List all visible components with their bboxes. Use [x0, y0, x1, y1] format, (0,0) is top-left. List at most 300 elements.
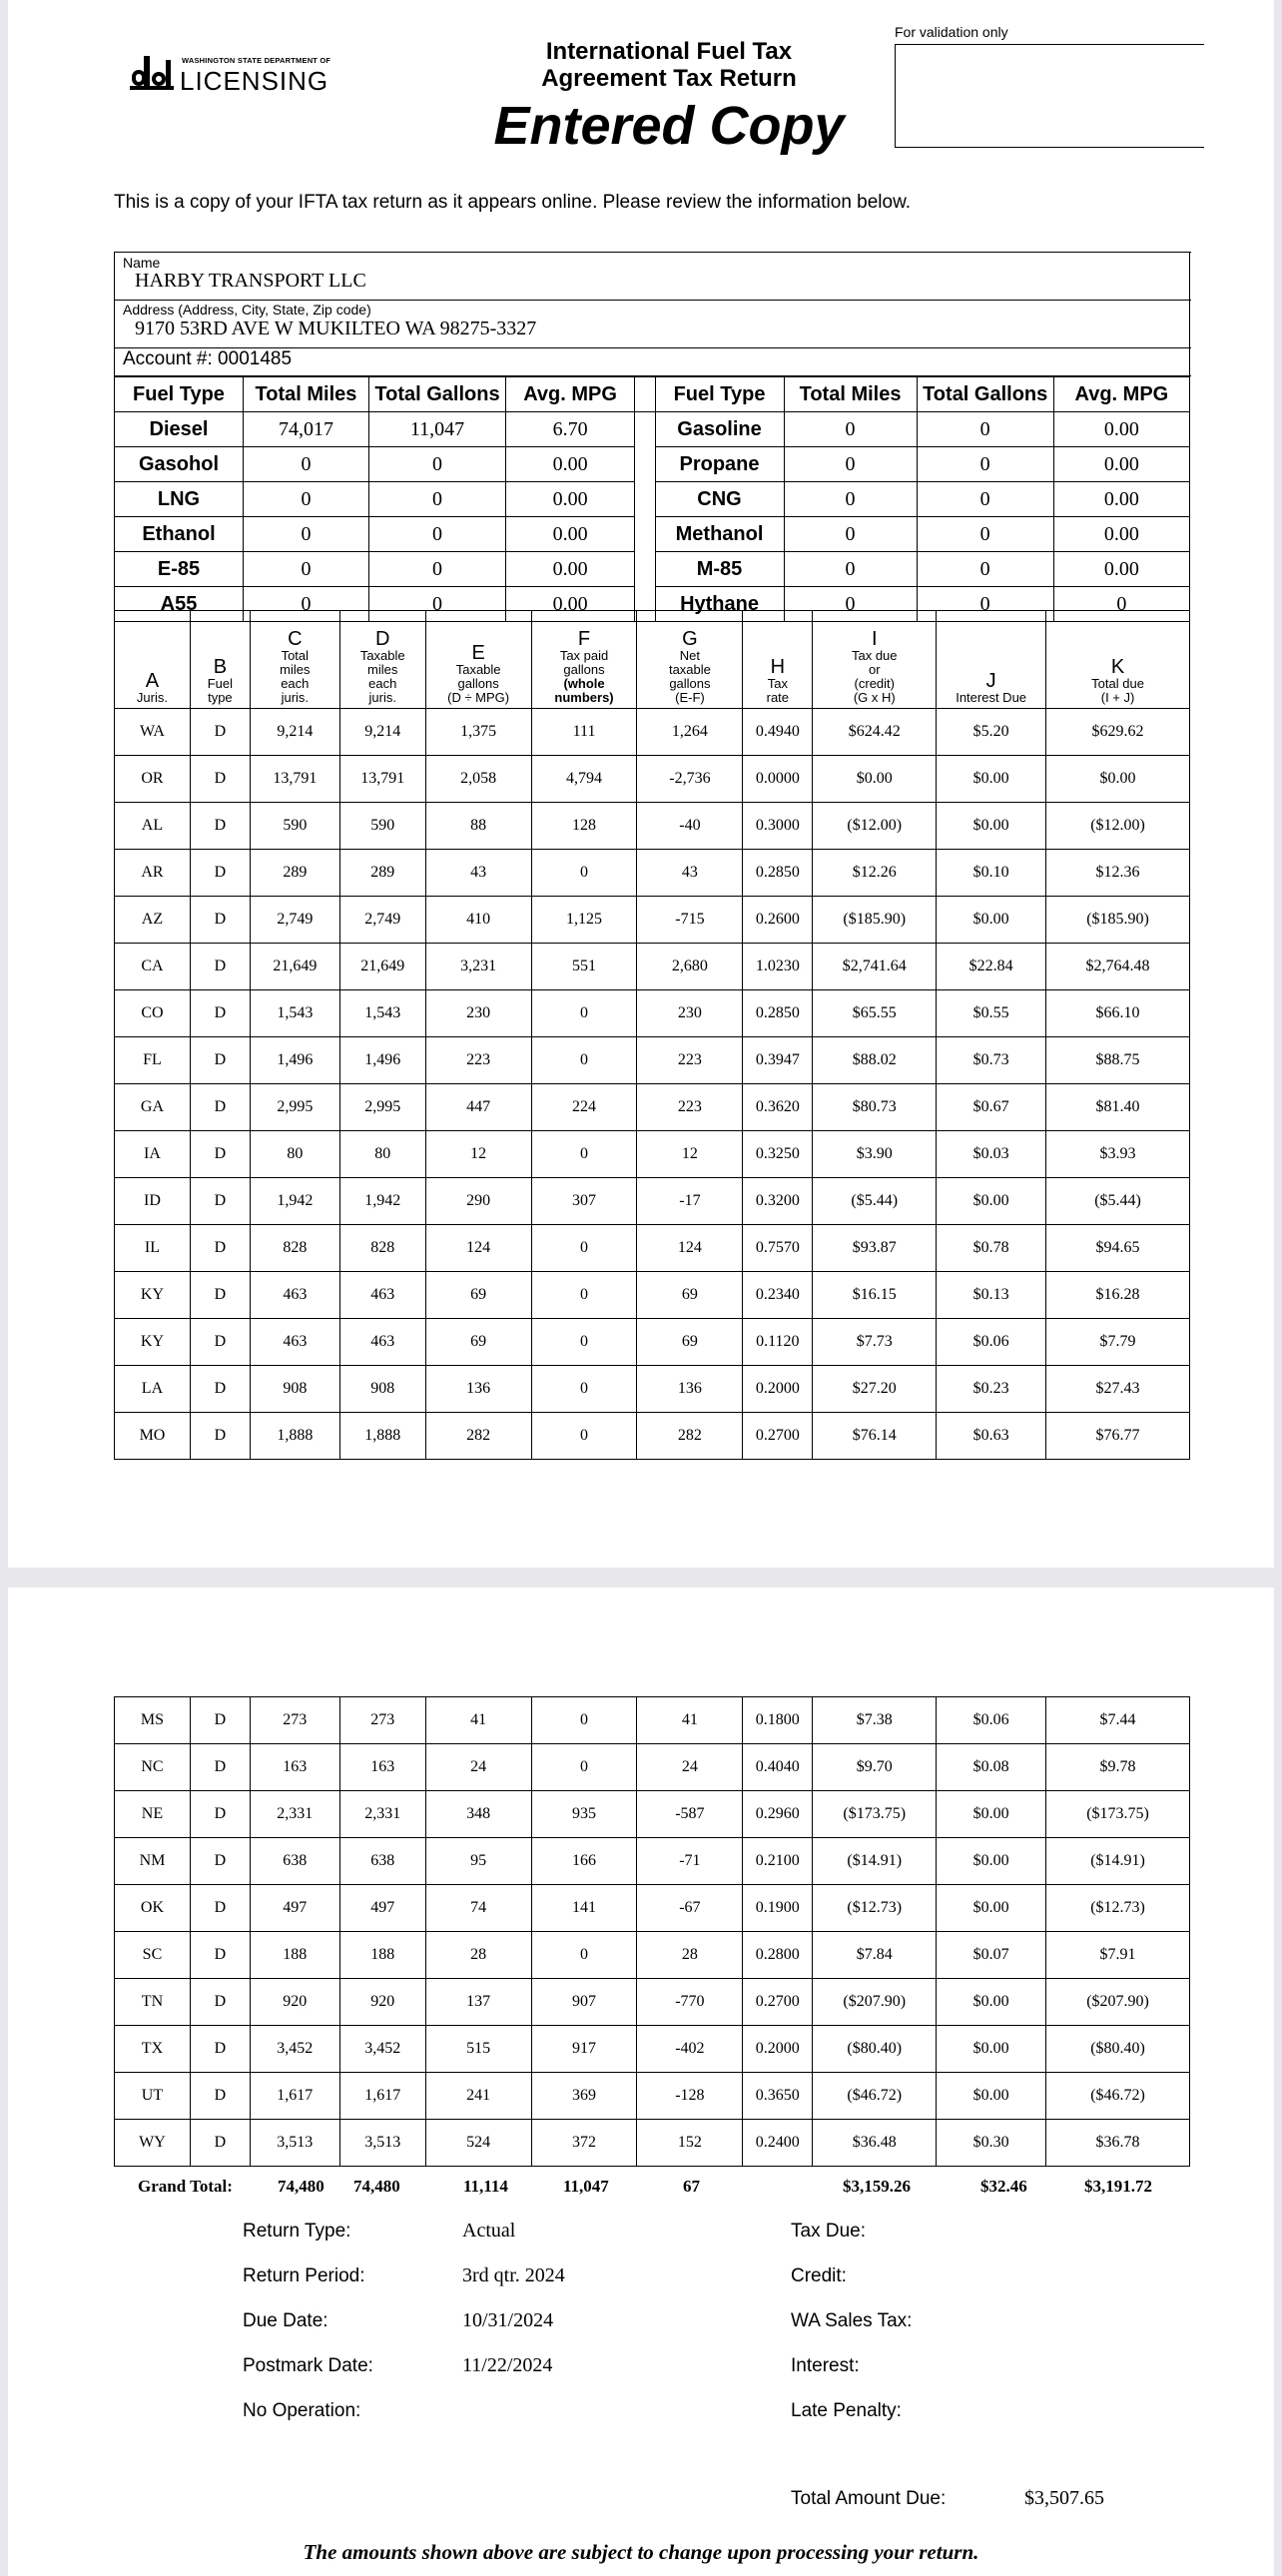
- return-info-label: Return Period:: [243, 2265, 365, 2286]
- col-header-tax-paid-gallons: [531, 611, 637, 709]
- col-header-taxable-miles: [339, 611, 425, 709]
- cell-tax-due: ($173.75): [813, 1791, 937, 1838]
- cell-total-due: ($80.40): [1046, 2026, 1190, 2073]
- cell-juris: TN: [115, 1979, 191, 2026]
- fuel-total-gallons: 0: [368, 447, 505, 482]
- cell-juris: MS: [115, 1697, 191, 1744]
- table-row: [115, 1697, 1190, 1744]
- col-header-text: or: [868, 662, 881, 677]
- cell-taxable-miles: 163: [339, 1744, 425, 1791]
- cell-total-due: $7.91: [1046, 1932, 1190, 1979]
- col-header-text: (G x H): [853, 690, 896, 705]
- cell-tax-rate: 0.2600: [743, 897, 813, 944]
- cell-fuel-type: D: [190, 1838, 250, 1885]
- fuel-total-gallons: 0: [917, 482, 1053, 517]
- col-letter: J: [985, 670, 996, 692]
- cell-juris: UT: [115, 2073, 191, 2120]
- cell-tax-rate: 0.3947: [743, 1037, 813, 1084]
- return-info-value: 3rd qtr. 2024: [462, 2264, 565, 2286]
- cell-taxable-miles: 463: [339, 1272, 425, 1319]
- grand-total-taxable-gallons: 11,114: [463, 2177, 508, 2196]
- fuel-summary-row: [115, 412, 1190, 447]
- cell-taxable-miles: 463: [339, 1319, 425, 1366]
- header-avg-mpg-right: Avg. MPG: [1053, 377, 1189, 412]
- cell-tax-rate: 0.2850: [743, 990, 813, 1037]
- cell-tax-rate: 0.2340: [743, 1272, 813, 1319]
- cell-tax-paid-gallons: 0: [531, 1319, 637, 1366]
- fuel-total-gallons: 11,047: [368, 412, 505, 447]
- cell-tax-rate: 1.0230: [743, 944, 813, 990]
- return-info-label: Return Type:: [243, 2221, 351, 2242]
- agency-small-text: WASHINGTON STATE DEPARTMENT OF: [182, 56, 331, 65]
- cell-net-taxable-gallons: 223: [637, 1084, 743, 1131]
- cell-taxable-miles: 13,791: [339, 756, 425, 803]
- col-header-text: juris.: [281, 690, 310, 705]
- cell-taxable-gallons: 282: [425, 1413, 531, 1460]
- cell-total-miles: 9,214: [250, 709, 339, 756]
- jurisdiction-table-page-1: [114, 610, 1190, 1460]
- fuel-total-miles: 74,017: [243, 412, 368, 447]
- cell-juris: ID: [115, 1178, 191, 1225]
- fuel-avg-mpg: 0.00: [506, 587, 635, 622]
- cell-tax-paid-gallons: 0: [531, 1037, 637, 1084]
- cell-interest-due: $0.00: [937, 897, 1046, 944]
- fuel-avg-mpg: 0.00: [506, 447, 635, 482]
- cell-total-due: ($207.90): [1046, 1979, 1190, 2026]
- fuel-type-name: Ethanol: [115, 517, 244, 552]
- grand-total-taxable-miles: 74,480: [353, 2177, 400, 2196]
- cell-total-due: ($173.75): [1046, 1791, 1190, 1838]
- fuel-total-miles: 0: [784, 412, 917, 447]
- cell-fuel-type: D: [190, 1319, 250, 1366]
- table-row: [115, 1319, 1190, 1366]
- grand-total-interest: $32.46: [980, 2177, 1027, 2196]
- cell-tax-due: $12.26: [813, 850, 937, 897]
- fuel-total-miles: 0: [784, 447, 917, 482]
- cell-fuel-type: D: [190, 1225, 250, 1272]
- fuel-avg-mpg: 0.00: [506, 482, 635, 517]
- cell-total-due: $16.28: [1046, 1272, 1190, 1319]
- cell-taxable-miles: 1,888: [339, 1413, 425, 1460]
- cell-interest-due: $0.00: [937, 803, 1046, 850]
- cell-tax-due: $2,741.64: [813, 944, 937, 990]
- cell-total-due: $2,764.48: [1046, 944, 1190, 990]
- dol-logo-icon: [130, 52, 174, 92]
- cell-juris: NM: [115, 1838, 191, 1885]
- amount-label: Interest:: [791, 2355, 860, 2376]
- table-row: [115, 803, 1190, 850]
- fuel-type-name: Methanol: [655, 517, 784, 552]
- fuel-type-name: M-85: [655, 552, 784, 587]
- col-header-text: Tax: [767, 676, 788, 691]
- cell-tax-paid-gallons: 0: [531, 1366, 637, 1413]
- fuel-total-miles: 0: [243, 587, 368, 622]
- cell-tax-due: $7.38: [813, 1697, 937, 1744]
- cell-interest-due: $0.00: [937, 756, 1046, 803]
- cell-taxable-miles: 908: [339, 1366, 425, 1413]
- cell-interest-due: $0.00: [937, 2026, 1046, 2073]
- fuel-total-gallons: 0: [917, 447, 1053, 482]
- fuel-type-name: Gasoline: [655, 412, 784, 447]
- cell-taxable-gallons: 124: [425, 1225, 531, 1272]
- cell-taxable-miles: 3,513: [339, 2120, 425, 2167]
- cell-tax-rate: 0.1800: [743, 1697, 813, 1744]
- fuel-total-miles: 0: [784, 517, 917, 552]
- agency-big-text: LICENSING: [180, 66, 329, 96]
- cell-total-miles: 908: [250, 1366, 339, 1413]
- cell-tax-due: ($12.73): [813, 1885, 937, 1932]
- cell-total-miles: 497: [250, 1885, 339, 1932]
- cell-taxable-miles: 3,452: [339, 2026, 425, 2073]
- cell-tax-paid-gallons: 369: [531, 2073, 637, 2120]
- col-header-text: (credit): [854, 676, 895, 691]
- col-letter: C: [288, 628, 303, 650]
- cell-tax-paid-gallons: 0: [531, 990, 637, 1037]
- cell-tax-paid-gallons: 917: [531, 2026, 637, 2073]
- cell-taxable-miles: 1,617: [339, 2073, 425, 2120]
- fuel-total-gallons: 0: [917, 552, 1053, 587]
- fuel-total-gallons: 0: [917, 412, 1053, 447]
- account-name: HARBY TRANSPORT LLC: [135, 270, 366, 292]
- cell-total-miles: 1,543: [250, 990, 339, 1037]
- cell-net-taxable-gallons: -770: [637, 1979, 743, 2026]
- validation-box: [895, 44, 1204, 148]
- cell-total-due: ($46.72): [1046, 2073, 1190, 2120]
- cell-fuel-type: D: [190, 850, 250, 897]
- cell-total-due: ($12.73): [1046, 1885, 1190, 1932]
- cell-taxable-miles: 920: [339, 1979, 425, 2026]
- cell-fuel-type: D: [190, 1272, 250, 1319]
- cell-tax-paid-gallons: 224: [531, 1084, 637, 1131]
- fuel-summary-table: [114, 376, 1190, 622]
- grand-total-net-taxable: 67: [683, 2177, 700, 2196]
- summary-gap: [635, 552, 655, 587]
- return-info-value: 10/31/2024: [462, 2309, 554, 2331]
- cell-juris: OK: [115, 1885, 191, 1932]
- total-amount-value: $3,507.65: [1024, 2487, 1104, 2509]
- table-row: [115, 709, 1190, 756]
- col-letter: D: [375, 628, 390, 650]
- cell-tax-due: $7.73: [813, 1319, 937, 1366]
- cell-juris: KY: [115, 1319, 191, 1366]
- fuel-total-miles: 0: [784, 587, 917, 622]
- col-header-text: Tax due: [851, 648, 898, 663]
- fuel-type-name: Hythane: [655, 587, 784, 622]
- header-fuel-type-right: Fuel Type: [655, 377, 784, 412]
- table-row: [115, 1084, 1190, 1131]
- return-info-label: Due Date:: [243, 2310, 328, 2331]
- cell-taxable-miles: 2,331: [339, 1791, 425, 1838]
- fuel-avg-mpg: 0.00: [1053, 412, 1189, 447]
- cell-tax-rate: 0.2100: [743, 1838, 813, 1885]
- cell-tax-paid-gallons: 0: [531, 1744, 637, 1791]
- cell-juris: FL: [115, 1037, 191, 1084]
- cell-tax-paid-gallons: 907: [531, 1979, 637, 2026]
- table-row: [115, 1744, 1190, 1791]
- header-total-miles: Total Miles: [243, 377, 368, 412]
- cell-taxable-miles: 1,496: [339, 1037, 425, 1084]
- col-header-text: rate: [766, 690, 790, 705]
- cell-taxable-miles: 1,942: [339, 1178, 425, 1225]
- col-header-text: (I + J): [1100, 690, 1135, 705]
- cell-juris: IL: [115, 1225, 191, 1272]
- cell-total-miles: 188: [250, 1932, 339, 1979]
- table-row: [115, 897, 1190, 944]
- cell-interest-due: $0.08: [937, 1744, 1046, 1791]
- cell-tax-paid-gallons: 372: [531, 2120, 637, 2167]
- fuel-avg-mpg: 0.00: [1053, 517, 1189, 552]
- summary-gap: [635, 517, 655, 552]
- summary-gap: [635, 412, 655, 447]
- cell-taxable-miles: 1,543: [339, 990, 425, 1037]
- col-letter: F: [577, 628, 591, 650]
- cell-interest-due: $0.00: [937, 1838, 1046, 1885]
- cell-juris: NE: [115, 1791, 191, 1838]
- cell-interest-due: $0.30: [937, 2120, 1046, 2167]
- cell-tax-due: $3.90: [813, 1131, 937, 1178]
- cell-interest-due: $0.00: [937, 1885, 1046, 1932]
- cell-fuel-type: D: [190, 1932, 250, 1979]
- cell-tax-rate: 0.2800: [743, 1932, 813, 1979]
- cell-taxable-gallons: 241: [425, 2073, 531, 2120]
- cell-interest-due: $0.63: [937, 1413, 1046, 1460]
- col-header-text: Total: [281, 648, 310, 663]
- cell-total-due: $88.75: [1046, 1037, 1190, 1084]
- cell-tax-due: $80.73: [813, 1084, 937, 1131]
- cell-total-miles: 1,942: [250, 1178, 339, 1225]
- cell-tax-rate: 0.3250: [743, 1131, 813, 1178]
- title-line-1: International Fuel Tax: [545, 38, 793, 65]
- cell-tax-due: $624.42: [813, 709, 937, 756]
- cell-taxable-gallons: 2,058: [425, 756, 531, 803]
- cell-interest-due: $0.73: [937, 1037, 1046, 1084]
- cell-taxable-gallons: 95: [425, 1838, 531, 1885]
- cell-tax-due: $27.20: [813, 1366, 937, 1413]
- cell-interest-due: $0.10: [937, 850, 1046, 897]
- cell-tax-paid-gallons: 1,125: [531, 897, 637, 944]
- cell-net-taxable-gallons: 41: [637, 1697, 743, 1744]
- fuel-type-name: E-85: [115, 552, 244, 587]
- cell-taxable-gallons: 524: [425, 2120, 531, 2167]
- cell-taxable-miles: 497: [339, 1885, 425, 1932]
- cell-total-miles: 463: [250, 1319, 339, 1366]
- cell-tax-paid-gallons: 0: [531, 1225, 637, 1272]
- table-row: [115, 1178, 1190, 1225]
- cell-tax-rate: 0.2850: [743, 850, 813, 897]
- cell-taxable-miles: 188: [339, 1932, 425, 1979]
- cell-total-due: $629.62: [1046, 709, 1190, 756]
- cell-interest-due: $0.13: [937, 1272, 1046, 1319]
- cell-taxable-gallons: 69: [425, 1319, 531, 1366]
- cell-tax-paid-gallons: 0: [531, 1932, 637, 1979]
- cell-net-taxable-gallons: 152: [637, 2120, 743, 2167]
- cell-taxable-miles: 638: [339, 1838, 425, 1885]
- cell-total-due: $27.43: [1046, 1366, 1190, 1413]
- cell-taxable-gallons: 136: [425, 1366, 531, 1413]
- cell-tax-paid-gallons: 4,794: [531, 756, 637, 803]
- fuel-summary-row: [115, 447, 1190, 482]
- cell-interest-due: $0.23: [937, 1366, 1046, 1413]
- cell-total-due: $9.78: [1046, 1744, 1190, 1791]
- cell-tax-paid-gallons: 111: [531, 709, 637, 756]
- cell-tax-due: ($5.44): [813, 1178, 937, 1225]
- cell-interest-due: $22.84: [937, 944, 1046, 990]
- table-row: [115, 1885, 1190, 1932]
- cell-fuel-type: D: [190, 1697, 250, 1744]
- col-header-text: Interest Due: [956, 690, 1027, 705]
- fuel-avg-mpg: 0: [1053, 587, 1189, 622]
- cell-taxable-gallons: 12: [425, 1131, 531, 1178]
- cell-total-due: $7.44: [1046, 1697, 1190, 1744]
- table-row: [115, 2073, 1190, 2120]
- col-header-text: miles: [280, 662, 311, 677]
- cell-net-taxable-gallons: -67: [637, 1885, 743, 1932]
- cell-taxable-gallons: 74: [425, 1885, 531, 1932]
- cell-tax-rate: 0.4040: [743, 1744, 813, 1791]
- cell-taxable-miles: 273: [339, 1697, 425, 1744]
- cell-taxable-gallons: 43: [425, 850, 531, 897]
- footnote: The amounts shown above are subject to change upon processing your return.: [303, 2540, 979, 2564]
- fuel-total-miles: 0: [243, 482, 368, 517]
- account-address: 9170 53RD AVE W MUKILTEO WA 98275-3327: [135, 318, 537, 339]
- cell-net-taxable-gallons: 12: [637, 1131, 743, 1178]
- cell-net-taxable-gallons: -587: [637, 1791, 743, 1838]
- name-label: Name: [123, 255, 161, 271]
- cell-tax-due: $65.55: [813, 990, 937, 1037]
- cell-taxable-miles: 9,214: [339, 709, 425, 756]
- table-row: [115, 1413, 1190, 1460]
- cell-total-miles: 13,791: [250, 756, 339, 803]
- cell-tax-paid-gallons: 0: [531, 850, 637, 897]
- fuel-total-gallons: 0: [368, 482, 505, 517]
- cell-taxable-gallons: 3,231: [425, 944, 531, 990]
- cell-fuel-type: D: [190, 1178, 250, 1225]
- cell-net-taxable-gallons: 69: [637, 1272, 743, 1319]
- validation-label: For validation only: [895, 24, 1008, 40]
- grand-total-row: [114, 2177, 1190, 2207]
- cell-total-miles: 590: [250, 803, 339, 850]
- cell-taxable-gallons: 88: [425, 803, 531, 850]
- cell-fuel-type: D: [190, 1885, 250, 1932]
- cell-tax-due: $9.70: [813, 1744, 937, 1791]
- col-header-text: miles: [367, 662, 398, 677]
- col-header-text: (D ÷ MPG): [447, 690, 510, 705]
- col-header-text: type: [208, 690, 233, 705]
- fuel-type-name: A55: [115, 587, 244, 622]
- fuel-type-name: CNG: [655, 482, 784, 517]
- cell-tax-rate: 0.3000: [743, 803, 813, 850]
- cell-taxable-gallons: 223: [425, 1037, 531, 1084]
- entered-copy-title: Entered Copy: [493, 96, 845, 156]
- cell-fuel-type: D: [190, 1366, 250, 1413]
- cell-fuel-type: D: [190, 944, 250, 990]
- summary-gap: [635, 482, 655, 517]
- cell-tax-due: $93.87: [813, 1225, 937, 1272]
- cell-tax-rate: 0.2700: [743, 1979, 813, 2026]
- cell-juris: AR: [115, 850, 191, 897]
- cell-tax-rate: 0.4940: [743, 709, 813, 756]
- cell-total-due: $0.00: [1046, 756, 1190, 803]
- cell-fuel-type: D: [190, 2073, 250, 2120]
- cell-fuel-type: D: [190, 1979, 250, 2026]
- account-number: Account #: 0001485: [123, 348, 293, 369]
- cell-net-taxable-gallons: -402: [637, 2026, 743, 2073]
- cell-juris: MO: [115, 1413, 191, 1460]
- cell-tax-due: $76.14: [813, 1413, 937, 1460]
- cell-fuel-type: D: [190, 2026, 250, 2073]
- cell-total-due: $7.79: [1046, 1319, 1190, 1366]
- cell-tax-paid-gallons: 307: [531, 1178, 637, 1225]
- amount-label: Late Penalty:: [791, 2400, 902, 2421]
- cell-taxable-miles: 80: [339, 1131, 425, 1178]
- cell-total-due: $3.93: [1046, 1131, 1190, 1178]
- cell-taxable-miles: 828: [339, 1225, 425, 1272]
- col-letter: I: [871, 628, 878, 650]
- cell-net-taxable-gallons: 124: [637, 1225, 743, 1272]
- cell-juris: CO: [115, 990, 191, 1037]
- table-row: [115, 1037, 1190, 1084]
- cell-juris: NC: [115, 1744, 191, 1791]
- cell-net-taxable-gallons: 2,680: [637, 944, 743, 990]
- cell-net-taxable-gallons: -17: [637, 1178, 743, 1225]
- col-header-text: gallons: [563, 662, 605, 677]
- col-header-text: gallons: [457, 676, 499, 691]
- cell-total-miles: 2,331: [250, 1791, 339, 1838]
- header-total-miles-right: Total Miles: [784, 377, 917, 412]
- fuel-summary-row: [115, 517, 1190, 552]
- cell-net-taxable-gallons: -715: [637, 897, 743, 944]
- table-row: [115, 756, 1190, 803]
- col-header-text: Fuel: [207, 676, 234, 691]
- cell-total-due: $66.10: [1046, 990, 1190, 1037]
- fuel-summary-row: [115, 552, 1190, 587]
- cell-fuel-type: D: [190, 1131, 250, 1178]
- grand-total-tax-due: $3,159.26: [843, 2177, 911, 2196]
- table-row: [115, 850, 1190, 897]
- cell-total-miles: 21,649: [250, 944, 339, 990]
- cell-taxable-gallons: 447: [425, 1084, 531, 1131]
- amount-label: Credit:: [791, 2265, 847, 2286]
- cell-interest-due: $0.55: [937, 990, 1046, 1037]
- jurisdiction-header-row: [115, 611, 1190, 709]
- cell-total-due: $81.40: [1046, 1084, 1190, 1131]
- cell-net-taxable-gallons: 1,264: [637, 709, 743, 756]
- fuel-avg-mpg: 0.00: [1053, 552, 1189, 587]
- cell-net-taxable-gallons: 43: [637, 850, 743, 897]
- cell-tax-due: $36.48: [813, 2120, 937, 2167]
- cell-tax-paid-gallons: 0: [531, 1697, 637, 1744]
- cell-juris: KY: [115, 1272, 191, 1319]
- cell-fuel-type: D: [190, 1413, 250, 1460]
- col-header-net-taxable-gallons: [637, 611, 743, 709]
- cell-tax-due: ($46.72): [813, 2073, 937, 2120]
- account-info-box: [114, 252, 1190, 377]
- table-row: [115, 1838, 1190, 1885]
- cell-taxable-gallons: 41: [425, 1697, 531, 1744]
- cell-tax-paid-gallons: 128: [531, 803, 637, 850]
- cell-fuel-type: D: [190, 1084, 250, 1131]
- col-header-text: juris.: [368, 690, 396, 705]
- cell-tax-rate: 0.2000: [743, 2026, 813, 2073]
- summary-gap: [635, 377, 655, 412]
- amount-label: Tax Due:: [791, 2221, 866, 2242]
- fuel-total-miles: 0: [243, 552, 368, 587]
- cell-interest-due: $0.00: [937, 1979, 1046, 2026]
- cell-total-due: ($12.00): [1046, 803, 1190, 850]
- cell-net-taxable-gallons: 28: [637, 1932, 743, 1979]
- table-row: [115, 1932, 1190, 1979]
- grand-total-total-due: $3,191.72: [1084, 2177, 1152, 2196]
